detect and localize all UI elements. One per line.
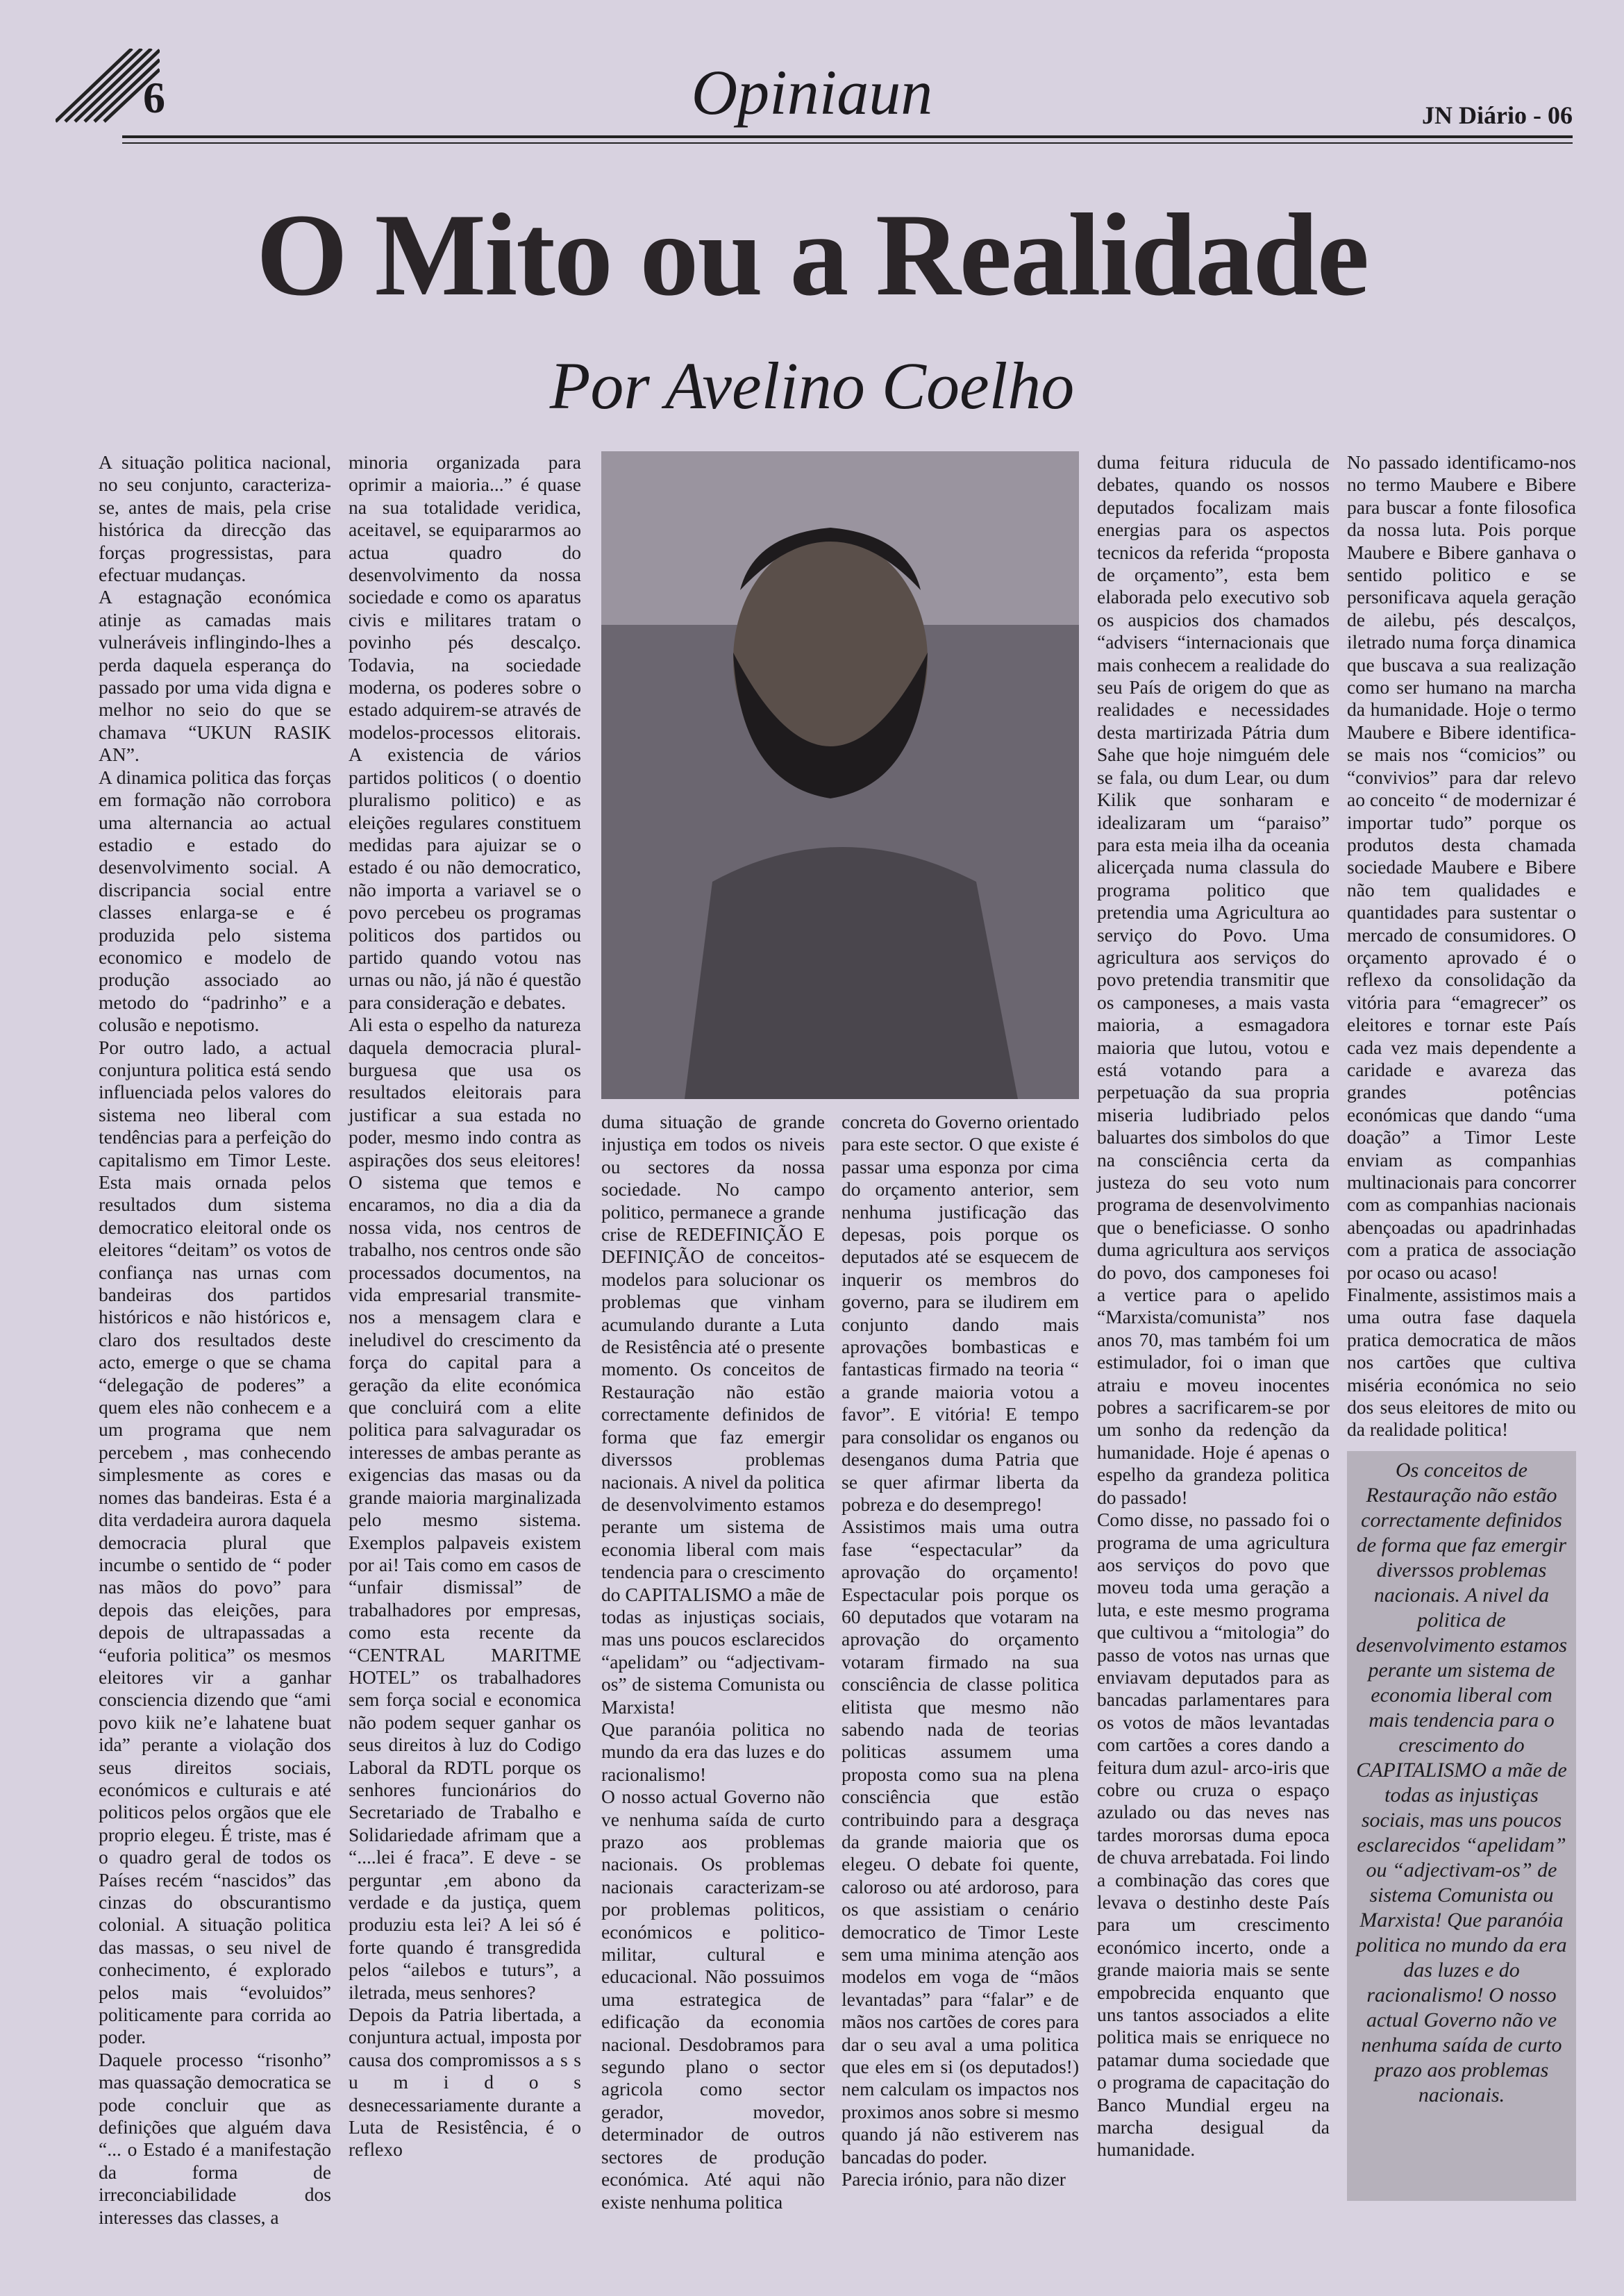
article-column-6 bbox=[1347, 451, 1576, 1441]
paragraph: concreta do Governo orientado para este sector. O que existe é passar uma esponza por cima do orçamento anterior, sem nenhuma justificação das depesas, pois porque os deputados até se esquecem de inquerir os membros do governo, para se iludirem em conjunto dando mais aprovações bombasticas e fantasticas firmado na teoria “ a grande maioria votou a favor”. E vitória! E tempo para consolidar os enganos ou desenganos duma Patria que se quer afirmar liberta da pobreza e do desemprego! bbox=[842, 1111, 1079, 1515]
author-photo bbox=[601, 451, 1079, 1099]
page-number: 6 bbox=[143, 73, 165, 122]
header-rule bbox=[122, 135, 1573, 138]
article-column-5 bbox=[1097, 451, 1330, 2161]
paragraph: Por outro lado, a actual conjuntura politica está sendo influenciada pelos valores do sistema neo liberal com tendências para a perfeição do capitalismo em Timor Leste. Esta mais ornada pelos resultados dum sistema democratico eleitoral onde os eleitores “deitam” os votos de confiança nas urnas com bandeiras dos partidos históricos e não históricos e, claro dos resultados deste acto, emerge o que se chama “delegação de poderes” a quem eles não conhecem e a um programa que nem percebem , mas conhecendo simplesmente as cores e nomes das bandeiras. Esta é a dita verdadeira aurora daquela democracia plural que incumbe o sentido de “ poder nas mãos do povo” para depois das eleições, para depois de ultrapassadas a “euforia politica” os mesmos eleitores vir a ganhar consciencia dizendo que “ami povo kiik ne’e lahatene buat ida” perante a violação dos seus direitos sociais, económicos e culturais e até politicos pelos orgãos que ele proprio elegeu. É triste, mas é o quadro geral de todos os Países recém “nascidos” das cinzas do obscurantismo colonial. A situação politica das massas, o seu nivel de conhecimento, é explorado pelos mais “evoluidos” politicamente para corrida ao poder. bbox=[99, 1036, 331, 2048]
paragraph: Ali esta o espelho da natureza daquela democracia plural-burguesa que usa os resultados eleitorais para justificar a sua estada no poder, mesmo indo contra as aspirações dos seus eleitores! O sistema que temos e encaramos, no dia a dia da nossa vida, nos centros de trabalho, nos centros onde são processados documentos, na vida empresarial transmite-nos a mensagem clara e ineludivel do crescimento da força do capital para a geração da elite económica que concluirá com a elite politica para salvaguradar os interesses de ambas perante as exigencias das masas ou da grande maioria marginalizada pelo mesmo sistema. Exemplos palpaveis existem por ai! Tais como em casos de “unfair dismissal” de trabalhadores por empresas, como esta recente da “CENTRAL MARITME HOTEL” os trabalhadores sem força social e economica não podem sequer ganhar os seus direitos à luz do Codigo Laboral da RDTL porque os senhores funcionários do Secretariado de Trabalho e Solidariedade afrimam que a “....lei é fraca”. E deve - se perguntar ,em abono da verdade e da justiça, quem produziu esta lei? A lei só é forte quando é transgredida pelos “ailebos e tuturs”, a iletrada, meus senhores? bbox=[349, 1014, 581, 2003]
section-title: Opiniaun bbox=[691, 57, 933, 128]
article-column-3 bbox=[601, 1111, 825, 2213]
article-byline: Por Avelino Coelho bbox=[549, 349, 1075, 423]
article-column-1 bbox=[99, 451, 331, 2229]
article-column-4 bbox=[842, 1111, 1079, 2191]
paragraph: Depois da Patria libertada, a conjuntura actual, imposta por causa dos compromissos a s s u m i d o s desnecessariamente durante a Luta de Resistência, é o reflexo bbox=[349, 2004, 581, 2161]
paragraph: duma situação de grande injustiça em todos os niveis ou sectores da nossa sociedade. No campo politico, permanece a grande crise de REDEFINIÇÃO E DEFINIÇÃO de conceitos-modelos para solucionar os problemas que vinham acumulando durante a Luta de Resistência até o presente momento. Os conceitos de Restauração não estão correctamente definidos de forma que faz emergir diverssos problemas nacionais. A nivel da politica de desenvolvimento estamos perante um sistema de economia liberal com mais tendencia para o crescimento do CAPITALISMO a mãe de todas as injustiças sociais, mas uns poucos esclarecidos “apelidam” ou “adjectivam-os” de sistema Comunista ou Marxista! bbox=[601, 1111, 825, 1718]
paragraph: A estagnação económica atinje as camadas mais vulneráveis inflingindo-lhes a perda daquela esperança do passado por uma vida digna e melhor no seio do que se chamava “UKUN RASIK AN”. bbox=[99, 586, 331, 766]
paragraph: minoria organizada para oprimir a maioria...” é quase na sua totalidade veridica, aceitavel, se equipararmos ao actua quadro do desenvolvimento da nossa sociedade e como os aparatus civis e militares tratam o povinho pés descalço. Todavia, na sociedade moderna, os poderes sobre o estado adquirem-se através de modelos-processos elitorais. A existencia de vários partidos politicos ( o doentio pluralismo politico) e as eleições regulares constituem medidas para ajuizar se o estado é ou não democratico, não importa a variavel se o povo percebeu os programas politicos dos partidos ou partido quando votou nas urnas ou não, já não é questão para consideração e debates. bbox=[349, 451, 581, 1013]
paragraph: A situação politica nacional, no seu conjunto, caracteriza-se, antes de mais, pela crise histórica da direcção das forças progressistas, para efectuar mudanças. bbox=[99, 451, 331, 586]
paragraph: Que paranóia politica no mundo da era das luzes e do racionalismo! bbox=[601, 1718, 825, 1785]
paragraph: Daquele processo “risonho” mas quassação democratica se pode concluir que as definições que alguém dava “... o Estado é a manifestação da forma de irreconciabilidade dos interesses das classes, a bbox=[99, 2048, 331, 2228]
paragraph: A dinamica politica das forças em formação não corrobora uma alternancia ao actual estadio e estado do desenvolvimento social. A discripancia social entre classes enlarga-se e é produzida pelo sistema economico e modelo de produção associado ao metodo do “padrinho” e a colusão e nepotismo. bbox=[99, 766, 331, 1036]
paragraph: duma feitura riducula de debates, quando os nossos deputados focalizam mais energias para os aspectos tecnicos da referida “proposta de orçamento”, esta bem elaborada pelo executivo sob os auspicios dos chamados “advisers “internacionais que mais conhecem a realidade do seu País de origem do que as realidades e necessidades desta martirizada Pátria dum Sahe que hoje nimguém dele se fala, ou dum Lear, ou dum Kilik que sonharam e idealizaram um “paraiso” para esta meia ilha da oceania alicerçada numa classula do programa politico que pretendia uma Agricultura ao serviço do Povo. Uma agricultura aos serviços do povo pretendia transmitir que os camponeses, a mais vasta maioria, a esmagadora maioria que lutou, votou e está votando para a perpetuação da sua propria miseria ludibriado pelos baluartes dos simbolos do que na consciência certa da justeza do seu voto num programa de desenvolvimento que o beneficiasse. O sonho duma agricultura aos serviços do povo, dos camponeses foi a vertice para o apelido “Marxista/comunista” nos anos 70, mas também foi um estimulador, foi o iman que atraiu e moveu inocentes pobres a sacrificarem-se por um sonho da redenção da humanidade. Hoje é apenas o espelho da grandeza politica do passado! bbox=[1097, 451, 1330, 1508]
article-column-2 bbox=[349, 451, 581, 2161]
paragraph: Finalmente, assistimos mais a uma outra fase daquela pratica democratica de mãos nos cartões que cultiva miséria económica no seio dos seus eleitores de mito ou da realidade politica! bbox=[1347, 1284, 1576, 1441]
pull-quote: Os conceitos de Restauração não estão correctamente definidos de forma que faz emergir diverssos problemas nacionais. A nivel da politica de desenvolvimento estamos perante um sistema de economia liberal com mais tendencia para o crescimento do CAPITALISMO a mãe de todas as injustiças sociais, mas uns poucos esclarecidos “apelidam” ou “adjectivam-os” de sistema Comunista ou Marxista! Que paranóia politica no mundo da era das luzes e do racionalismo! O nosso actual Governo não ve nenhuma saída de curto prazo aos problemas nacionais. bbox=[1347, 1451, 1576, 2201]
paragraph: Assistimos mais uma outra fase “espectacular” da aprovação do orçamento! Espectacular pois porque os 60 deputados que votaram na aprovação do orçamento votaram firmado na sua consciência de classe politica elitista que mesmo não sabendo nada de teorias politicas assumem uma proposta como sua na plena consciência que estão contribuindo para a desgraça da grande maioria que os elegeu. O debate foi quente, caloroso ou até ardoroso, para os que assistiam o cenário democratico de Timor Leste sem uma minima atenção aos modelos em voga de “mãos levantadas” para “falar” e de mãos nos cartões de cores para dar o seu aval a uma politica que eles em si (os deputados!) nem calculam os impactos nos proximos anos sobre si mesmo quando já não estiverem nas bancadas do poder. bbox=[842, 1516, 1079, 2168]
paragraph: Parecia irónio, para não dizer bbox=[842, 2168, 1066, 2190]
paragraph: O nosso actual Governo não ve nenhuma saída de curto prazo aos problemas nacionais. Os problemas nacionais caracterizam-se por problemas politicos, económicos e politico-militar, cultural e educacional. Não possuimos uma estrategica de edificação da economia nacional. Desdobramos para segundo plano o sector agricola como sector gerador, movedor, determinador de outros sectores de produção económica. Até aqui não existe nenhuma politica bbox=[601, 1786, 825, 2213]
article-headline: O Mito ou a Realidade bbox=[256, 190, 1368, 320]
paragraph: No passado identificamo-nos no termo Maubere e Bibere para buscar a fonte filosofica da nossa luta. Pois porque Maubere e Bibere ganhava o sentido politico e se personificava aquela geração de ailebu, pés descalços, iletrado numa força dinamica que buscava a sua realização como ser humano na marcha da humanidade. Hoje o termo Maubere e Bibere identifica-se mais nos “comicios” ou “convivios” para dar relevo ao conceito “ de modernizar é importar tudo” porque os produtos desta chamada sociedade Maubere e Bibere não tem qualidades e quantidades para sustentar o mercado de consumidores. O orçamento aprovado é o reflexo da consolidação da vitória para “emagrecer” os eleitores e tornar este País cada vez mais dependente a caridade e avareza das grandes potências económicas que dando “uma doação” a Timor Leste enviam as companhias multinacionais para concorrer com as companhias nacionais abençoadas ou apadrinhadas com a pratica de associação por ocaso ou acaso! bbox=[1347, 451, 1576, 1283]
header-rule-thin bbox=[122, 142, 1573, 144]
paragraph: Como disse, no passado foi o programa de uma agricultura aos serviços do povo que moveu toda uma geração a luta, e este mesmo programa que cultivou a “mitologia” do passo de votos nas urnas que enviavam deputados para as bancadas parlamentares para os votos de mãos levantadas com cartões a cores dando a feitura dum azul- arco-iris que cobre ou cruza o espaço azulado ou das neves nas tardes mororsas duma epoca de chuva arrebatada. Foi lindo a combinação das cores que levava o destinho deste País para um crescimento económico incerto, onde a grande maioria mais se sente empobrecida enquanto que uns tantos associados a elite politica mais se enriquece no patamar duma sociedade que o programa de capacitação do Banco Mundial ergeu na marcha desigual da humanidade. bbox=[1097, 1509, 1330, 2161]
issue-label: JN Diário - 06 bbox=[1422, 101, 1573, 129]
